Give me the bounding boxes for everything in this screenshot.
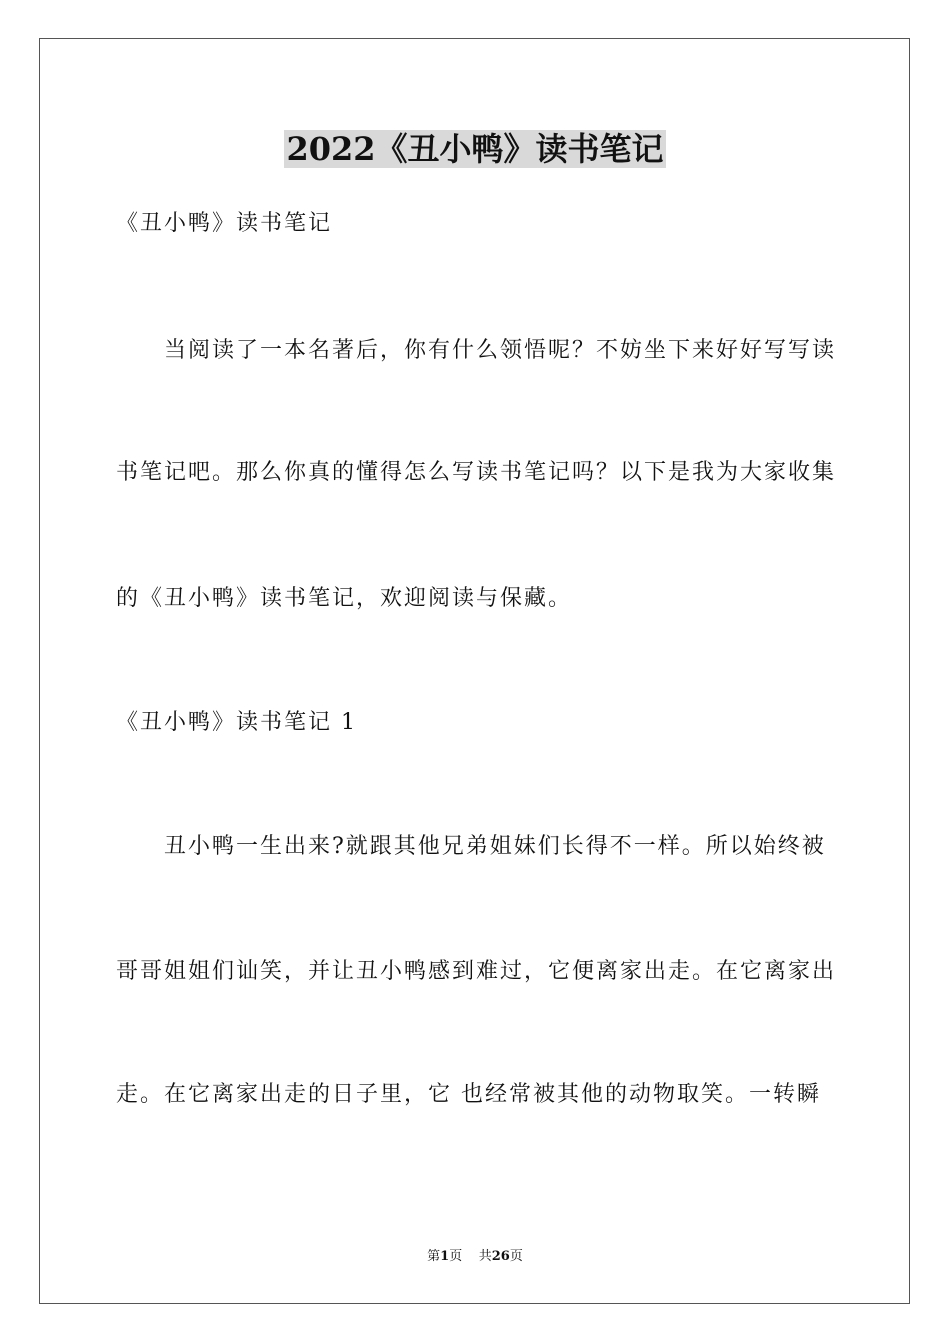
- total-prefix: 共: [478, 1249, 492, 1264]
- paragraph-line: 丑小鸭一生出来?就跟其他兄弟姐妹们长得不一样。所以始终被: [164, 834, 826, 859]
- total-pages: 26: [491, 1249, 510, 1264]
- paragraph-line: 的《丑小鸭》读书笔记，欢迎阅读与保藏。: [116, 586, 573, 611]
- paragraph-line: 走。在它离家出走的日子里，它 也经常被其他的动物取笑。一转瞬: [116, 1082, 821, 1107]
- section-heading: 《丑小鸭》读书笔记 1: [116, 710, 357, 735]
- total-suffix: 页: [509, 1249, 523, 1264]
- page-suffix: 页: [449, 1249, 463, 1264]
- document-title: [0, 124, 950, 174]
- paragraph-line: 哥哥姐姐们讪笑，并让丑小鸭感到难过，它便离家出走。在它离家出: [116, 959, 837, 984]
- document-title-text: 2022《丑小鸭》读书笔记: [286, 130, 664, 168]
- subtitle-line: 《丑小鸭》读书笔记: [116, 211, 333, 236]
- page-number: 1: [440, 1249, 450, 1264]
- paragraph-line: 书笔记吧。那么你真的懂得怎么写读书笔记吗？以下是我为大家收集: [116, 460, 837, 485]
- paragraph-line: 当阅读了一本名著后，你有什么领悟呢？不妨坐下来好好写写读: [164, 338, 837, 363]
- page-prefix: 第: [427, 1249, 441, 1264]
- page-footer: [0, 1248, 950, 1266]
